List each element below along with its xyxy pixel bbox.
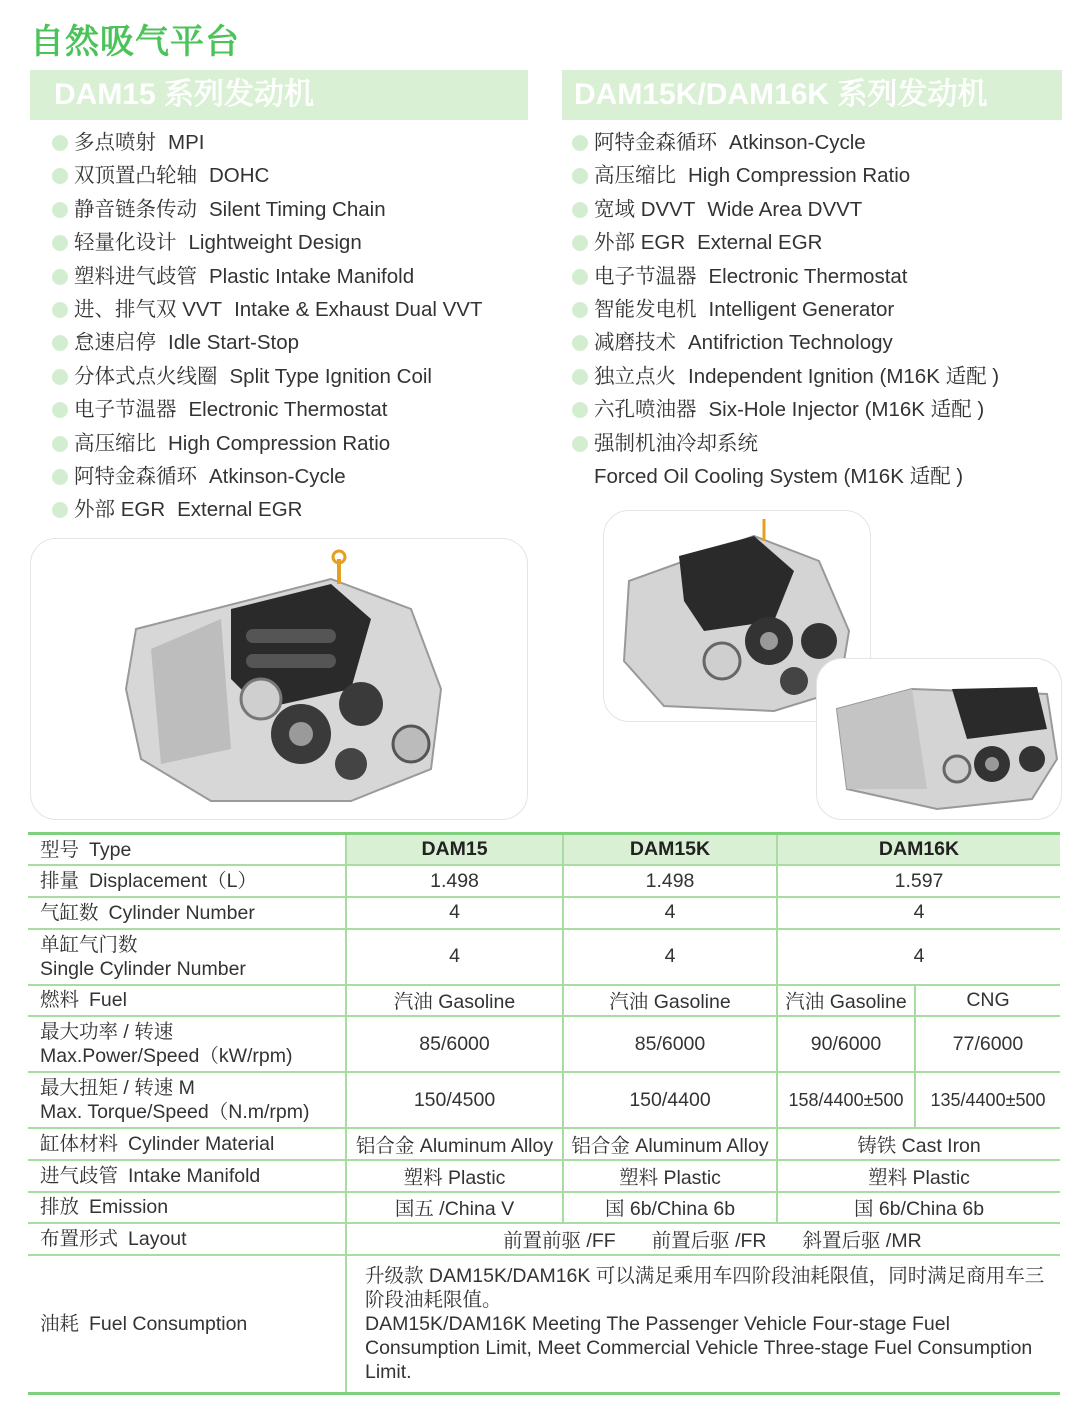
bullet-icon: [52, 402, 68, 418]
table-row: [28, 1192, 1060, 1224]
bullet-icon: [572, 369, 588, 385]
table-cell: 4: [346, 929, 563, 985]
dam15k-dam16k-series-header: DAM15K/DAM16K 系列发动机: [562, 70, 1062, 120]
row-label: 排放 Emission: [28, 1192, 346, 1224]
row-label: 排量 Displacement（L）: [28, 865, 346, 897]
feature-item: [52, 293, 482, 326]
bullet-icon: [572, 135, 588, 151]
feature-en: Independent Ignition (M16K 适配 ): [688, 364, 1000, 388]
feature-item: [52, 126, 482, 159]
table-row: [28, 1128, 1060, 1160]
engine-dam15-photo: [30, 538, 528, 820]
engine-dam16k-photo: [816, 658, 1062, 820]
feature-en: MPI: [168, 131, 205, 154]
bullet-icon: [572, 202, 588, 218]
table-cell: 铸铁 Cast Iron: [777, 1128, 1060, 1160]
feature-zh: 分体式点火线圈: [74, 364, 218, 388]
table-cell: 4: [777, 897, 1060, 929]
feature-item: [572, 260, 999, 293]
bullet-icon: [572, 168, 588, 184]
table-cell: 4: [563, 929, 777, 985]
table-cell: 4: [346, 897, 563, 929]
table-cell: 77/6000: [915, 1016, 1060, 1072]
row-label: 进气歧管 Intake Manifold: [28, 1160, 346, 1192]
feature-en: Silent Timing Chain: [209, 197, 386, 221]
table-cell: 国五 /China V: [346, 1192, 563, 1224]
table-cell: 国 6b/China 6b: [563, 1192, 777, 1224]
table-cell: 85/6000: [346, 1016, 563, 1072]
feature-en: Electronic Thermostat: [188, 398, 388, 422]
feature-item: [52, 260, 482, 293]
feature-en: Antifriction Technology: [688, 331, 893, 355]
row-label: 最大功率 / 转速 Max.Power/Speed（kW/rpm): [28, 1016, 346, 1072]
feature-zh: 静音链条传动: [74, 197, 197, 221]
bullet-icon: [572, 335, 588, 351]
bullet-icon: [572, 235, 588, 251]
table-cell: 85/6000: [563, 1016, 777, 1072]
feature-en: Electronic Thermostat: [708, 264, 908, 288]
bullet-icon: [52, 269, 68, 285]
feature-en: Lightweight Design: [188, 231, 362, 255]
feature-en: Wide Area DVVT: [707, 197, 863, 221]
feature-item: [52, 360, 482, 393]
row-label: 布置形式 Layout: [28, 1223, 346, 1255]
feature-item: [572, 126, 999, 159]
feature-item-continuation: Forced Oil Cooling System (M16K 适配 ): [594, 464, 964, 488]
feature-zh: 外部 EGR: [74, 498, 166, 522]
table-cell: 4: [563, 897, 777, 929]
feature-item: [52, 326, 482, 359]
feature-zh: 宽域 DVVT: [594, 197, 696, 221]
feature-zh: 塑料进气歧管: [74, 264, 197, 288]
feature-en: DOHC: [209, 164, 270, 188]
feature-item: [52, 193, 482, 226]
bullet-icon: [572, 402, 588, 418]
feature-item: [572, 393, 999, 426]
table-cell: 塑料 Plastic: [777, 1160, 1060, 1192]
table-row: [28, 1016, 1060, 1072]
row-label: 单缸气门数 Single Cylinder Number: [28, 929, 346, 985]
bullet-icon: [52, 502, 68, 518]
bullet-icon: [52, 335, 68, 351]
bullet-icon: [572, 436, 588, 452]
feature-zh: 进、排气双 VVT: [74, 297, 223, 321]
bullet-icon: [52, 202, 68, 218]
table-row: [28, 1255, 1060, 1394]
dam15k-feature-list: [572, 126, 999, 493]
row-label: 气缸数 Cylinder Number: [28, 897, 346, 929]
feature-zh: 电子节温器: [74, 398, 177, 422]
feature-zh: 高压缩比: [74, 431, 156, 455]
feature-item: [572, 159, 999, 192]
bullet-icon: [52, 168, 68, 184]
table-cell: 1.597: [777, 865, 1060, 897]
table-cell: 升级款 DAM15K/DAM16K 可以满足乘用车四阶段油耗限值，同时满足商用车三阶段油耗限值。 DAM15K/DAM16K Meeting The Passenger Vehicle Four-stage Fuel Consumption Limit, Meet Commercial Vehicle Three-stage Fuel Consumption Limit.: [346, 1255, 1060, 1394]
spec-table: [28, 832, 1060, 1395]
bullet-icon: [52, 436, 68, 452]
feature-en: Plastic Intake Manifold: [209, 264, 415, 288]
feature-item: [52, 427, 482, 460]
feature-zh: 外部 EGR: [594, 231, 686, 255]
table-row: [28, 1160, 1060, 1192]
row-label: 缸体材料 Cylinder Material: [28, 1128, 346, 1160]
table-cell: CNG: [915, 985, 1060, 1017]
dam15-series-header: DAM15 系列发动机: [30, 70, 528, 120]
table-cell: 90/6000: [777, 1016, 915, 1072]
table-cell: 158/4400±500: [777, 1072, 915, 1128]
feature-item: [572, 293, 999, 326]
feature-item: [572, 360, 999, 393]
feature-zh: 电子节温器: [594, 264, 697, 288]
feature-en: Atkinson-Cycle: [209, 464, 346, 488]
feature-item: [52, 159, 482, 192]
feature-item: [572, 193, 999, 226]
feature-en: High Compression Ratio: [168, 431, 391, 455]
bullet-icon: [52, 135, 68, 151]
table-cell: 塑料 Plastic: [346, 1160, 563, 1192]
row-label: 最大扭矩 / 转速 M Max. Torque/Speed（N.m/rpm): [28, 1072, 346, 1128]
row-label: 燃料 Fuel: [28, 985, 346, 1017]
bullet-icon: [52, 469, 68, 485]
table-cell: 150/4500: [346, 1072, 563, 1128]
feature-zh: 减磨技术: [594, 331, 676, 355]
feature-zh: 高压缩比: [594, 164, 676, 188]
feature-item: [52, 226, 482, 259]
table-cell: 汽油 Gasoline: [777, 985, 915, 1017]
table-cell: 铝合金 Aluminum Alloy: [346, 1128, 563, 1160]
table-cell: 塑料 Plastic: [563, 1160, 777, 1192]
feature-en: Six-Hole Injector (M16K 适配 ): [708, 398, 985, 422]
table-cell: 135/4400±500: [915, 1072, 1060, 1128]
table-row: [28, 1072, 1060, 1128]
model-header: DAM16K: [777, 834, 1060, 866]
table-cell: 铝合金 Aluminum Alloy: [563, 1128, 777, 1160]
table-cell: 前置前驱 /FF 前置后驱 /FR 斜置后驱 /MR: [346, 1223, 1060, 1255]
feature-zh: 独立点火: [594, 364, 676, 388]
table-row: [28, 897, 1060, 929]
feature-zh: 怠速启停: [74, 331, 156, 355]
table-cell: 汽油 Gasoline: [346, 985, 563, 1017]
table-row: [28, 1223, 1060, 1255]
table-cell: 汽油 Gasoline: [563, 985, 777, 1017]
feature-item: [52, 393, 482, 426]
feature-en: External EGR: [697, 231, 823, 255]
table-row: [28, 929, 1060, 985]
feature-en: Intelligent Generator: [708, 297, 895, 321]
row-label: 型号 Type: [28, 834, 346, 866]
row-label: 油耗 Fuel Consumption: [28, 1255, 346, 1394]
table-row: [28, 985, 1060, 1017]
feature-zh: 强制机油冷却系统: [594, 431, 758, 455]
table-cell: 1.498: [563, 865, 777, 897]
bullet-icon: [572, 302, 588, 318]
feature-item: [52, 460, 482, 493]
feature-zh: 多点喷射: [74, 131, 156, 154]
table-cell: 国 6b/China 6b: [777, 1192, 1060, 1224]
page-title: 自然吸气平台: [30, 23, 240, 61]
feature-zh: 轻量化设计: [74, 231, 177, 255]
feature-en: Split Type Ignition Coil: [229, 364, 432, 388]
model-header: DAM15K: [563, 834, 777, 866]
feature-en: Idle Start-Stop: [168, 331, 300, 355]
feature-item: [572, 226, 999, 259]
feature-item: [52, 493, 482, 526]
table-cell: 150/4400: [563, 1072, 777, 1128]
feature-zh: 智能发电机: [594, 297, 697, 321]
table-row: [28, 834, 1060, 866]
feature-en: External EGR: [177, 498, 303, 522]
table-cell: 4: [777, 929, 1060, 985]
feature-zh: 阿特金森循环: [594, 131, 717, 154]
bullet-icon: [572, 269, 588, 285]
feature-en: Atkinson-Cycle: [729, 131, 866, 154]
dam15-feature-list: [52, 126, 482, 527]
feature-en: Intake & Exhaust Dual VVT: [234, 297, 483, 321]
table-cell: 1.498: [346, 865, 563, 897]
feature-zh: 六孔喷油器: [594, 398, 697, 422]
feature-item: [572, 427, 999, 460]
table-row: [28, 865, 1060, 897]
feature-en: High Compression Ratio: [688, 164, 911, 188]
feature-zh: 阿特金森循环: [74, 464, 197, 488]
bullet-icon: [52, 369, 68, 385]
feature-zh: 双顶置凸轮轴: [74, 164, 197, 188]
feature-item: [572, 326, 999, 359]
model-header: DAM15: [346, 834, 563, 866]
bullet-icon: [52, 235, 68, 251]
bullet-icon: [52, 302, 68, 318]
